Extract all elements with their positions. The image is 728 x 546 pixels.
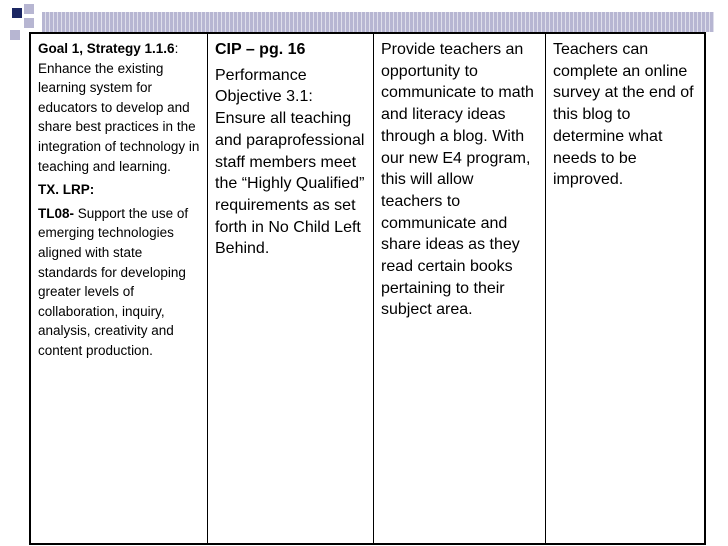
cip-heading: CIP – pg. 16 [215, 41, 306, 58]
activity-cell [374, 33, 546, 544]
decorative-square [24, 18, 34, 28]
performance-objective-text: Performance Objective 3.1: Ensure all teaching and paraprofessional staff members meet the “Highly Qualified” requirements as set forth in No Child Left Behind. [215, 66, 365, 258]
table-row [30, 33, 705, 544]
tl08-label: TL08- [38, 205, 75, 221]
goal-text: : Enhance the existing learning system for educators to develop and share best practices in the integration of technology in teaching and learning. [38, 41, 200, 174]
decorative-square [10, 30, 20, 40]
decorative-square [24, 4, 34, 14]
plan-table [29, 32, 706, 545]
activity-text: Provide teachers an opportunity to communicate to math and literacy ideas through a blog. With our new E4 program, this will allow teachers to communicate and share ideas as they read certain books pertaining to their subject area. [381, 41, 534, 319]
evaluation-text: Teachers can complete an online survey at the end of this blog to determine what needs to be improved. [553, 41, 694, 189]
lrp-label: TX. LRP: [38, 182, 95, 198]
tl08-paragraph [38, 204, 200, 361]
goal-strategy-cell [30, 33, 208, 544]
evaluation-cell [546, 33, 706, 544]
tl08-text: Support the use of emerging technologies aligned with state standards for developing greater levels of collaboration, inquiry, analysis, creativity and content production. [38, 205, 189, 358]
goal-paragraph [38, 39, 200, 176]
cip-cell [208, 33, 374, 544]
decorative-header-bar [42, 12, 714, 32]
goal-label: Goal 1, Strategy 1.1.6 [38, 41, 175, 56]
decorative-square [12, 8, 22, 18]
